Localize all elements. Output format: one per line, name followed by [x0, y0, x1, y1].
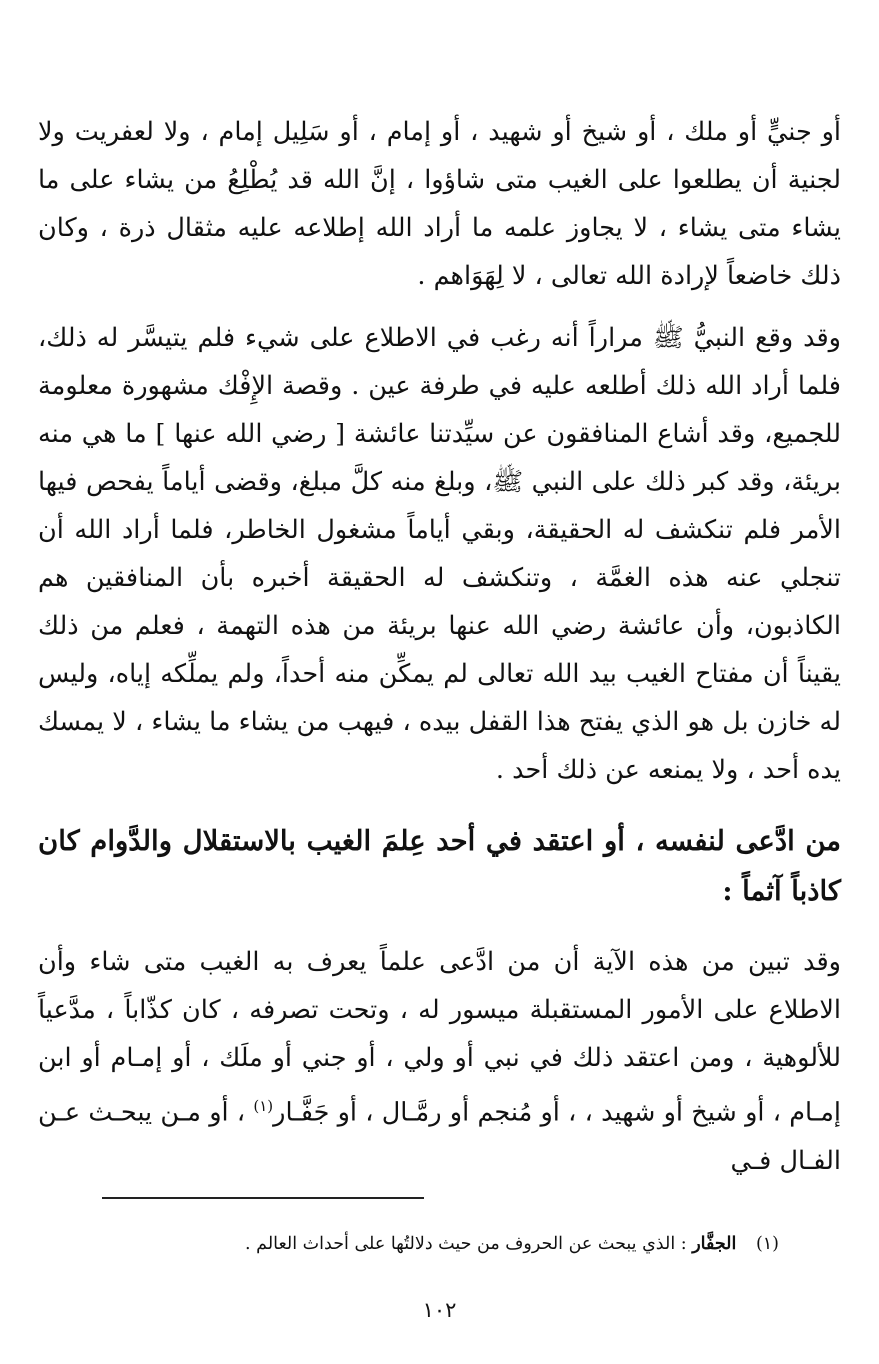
- paragraph: [38, 938, 841, 1185]
- paragraph-text: ، أو مـن يبحـث عـن الفـال فـي: [38, 1097, 841, 1176]
- footnote-text: : الذي يبحث عن الحروف من حيث دلالتُها على أحداث العالم .: [245, 1234, 687, 1254]
- footnote: [60, 1230, 779, 1258]
- paragraph: وقد وقع النبيُّ ﷺ مراراً أنه رغب في الاطلاع على شيء فلم يتيسَّر له ذلك، فلما أراد الله ذلك أطلعه عليه في طرفة عين . وقصة الإِفْك مشهورة معلومة للجميع، وقد أشاع المنافقون عن سيِّدتنا عائشة [ رضي الله عنها ] ما هي منه بريئة، وقد كبر ذلك على النبي ﷺ، وبلغ منه كلَّ مبلغ، وقضى أياماً يفحص فيها الأمر فلم تنكشف له الحقيقة، وبقي أياماً مشغول الخاطر، فلما أراد الله أن تنجلي عنه هذه الغمَّة ، وتنكشف له الحقيقة أخبره بأن المنافقين هم الكاذبون، وأن عائشة رضي الله عنها بريئة من هذه التهمة ، فعلم من ذلك يقيناً أن مفتاح الغيب بيد الله تعالى لم يمكِّن منه أحداً، ولم يملِّكه إياه، وليس له خازن بل هو الذي يفتح هذا القفل بيده ، فيهب من يشاء ما يشاء ، لا يمسك يده أحد ، ولا يمنعه عن ذلك أحد .: [38, 323, 841, 785]
- paragraph: أو جنيٍّ أو ملك ، أو شيخ أو شهيد ، أو إمام ، أو سَلِيل إمام ، ولا لعفريت ولا لجنية أن يطلعوا على الغيب متى شاؤوا ، إنَّ الله قد يُطْلِعُ من يشاء على ما يشاء متى يشاء ، لا يجاوز علمه ما أراد الله إطلاعه عليه مثقال ذرة ، وكان ذلك خاضعاً لإرادة الله تعالى ، لا لِهَوَاهم .: [38, 117, 841, 291]
- page-body: [38, 108, 841, 1185]
- footnote-term: الجفَّار: [692, 1234, 737, 1254]
- footnote-number: (١): [755, 1234, 779, 1254]
- section-heading: من ادَّعى لنفسه ، أو اعتقد في أحد عِلمَ الغيب بالاستقلال والدَّوام كان كاذباً آثماً :: [38, 825, 841, 907]
- page-number: ١٠٢: [422, 1298, 457, 1322]
- paragraph-text: وقد تبين من هذه الآية أن من ادَّعى علماً يعرف به الغيب متى شاء وأن الاطلاع على الأمور المستقبلة ميسور له ، وتحت تصرفه ، كان كذّاباً ، مدَّعياً للألوهية ، ومن اعتقد ذلك في نبي أو ولي ، أو جني أو ملَك ، أو إمـام أو ابن إمـام ، أو شيخ أو شهيد ، ، أو مُنجم أو رمَّـال ، أو جَفَّـار: [38, 947, 841, 1128]
- footnote-reference: (١): [253, 1097, 274, 1115]
- footnote-separator: [102, 1197, 424, 1199]
